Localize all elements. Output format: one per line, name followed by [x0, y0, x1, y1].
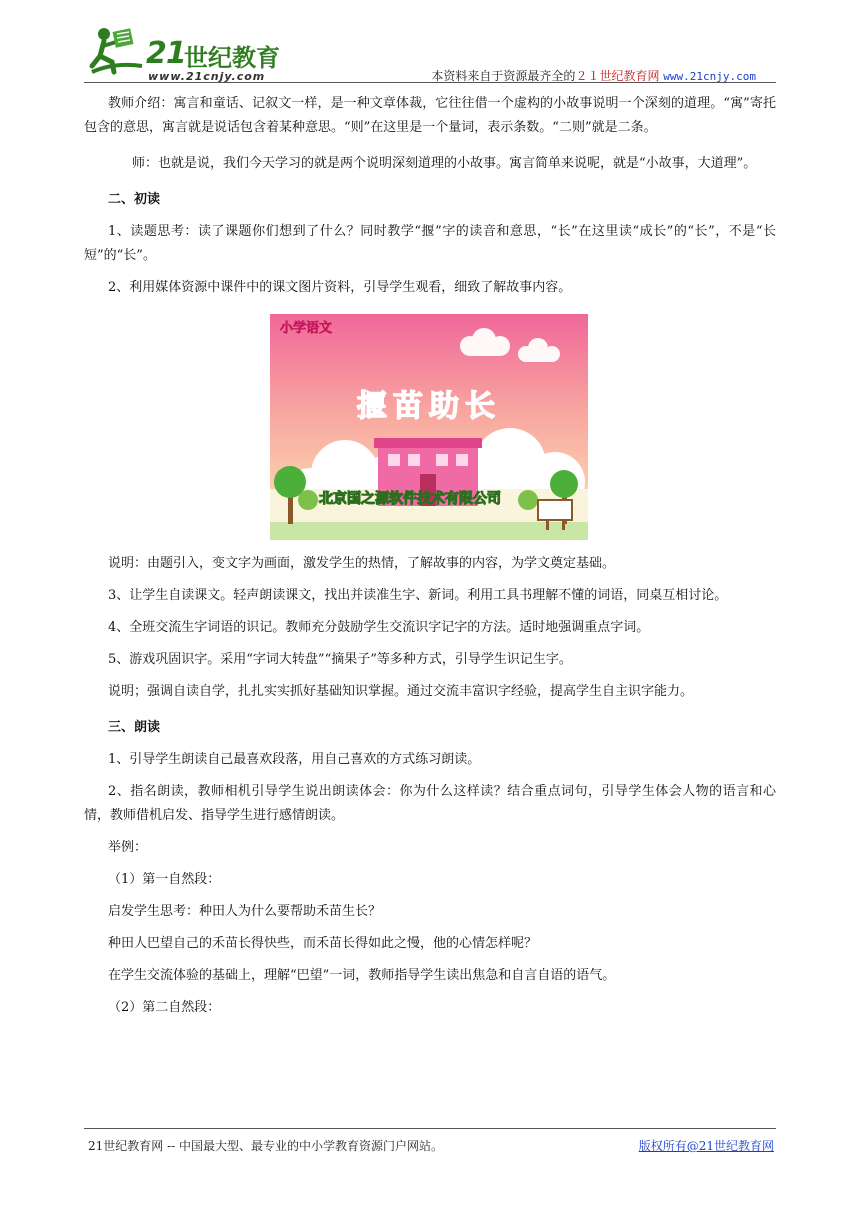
- header-note-url[interactable]: www.21cnjy.com: [663, 70, 756, 83]
- runner-logo-icon: [84, 22, 146, 80]
- list-item: 4、全班交流生字词语的识记。教师充分鼓励学生交流识字记字的方法。适时地强调重点字词。: [108, 620, 650, 635]
- note-paragraph: 说明；强调自读自学，扎扎实实抓好基础知识掌握。通过交流丰富识字经验，提高学生自主识字能力。: [108, 684, 694, 699]
- list-item: 种田人巴望自己的禾苗长得快些，而禾苗长得如此之慢，他的心情怎样呢？: [108, 936, 538, 951]
- section-heading-reading-aloud: 三、朗读: [108, 720, 161, 735]
- footer-copyright-link[interactable]: 版权所有@21世纪教育网: [638, 1139, 774, 1153]
- footer-site-description: 21世纪教育网 -- 中国最大型、最专业的中小学教育资源门户网站。: [88, 1139, 444, 1153]
- note-paragraph: 说明：由题引入，变文字为画面，激发学生的热情，了解故事的内容，为学文奠定基础。: [108, 556, 616, 571]
- cover-title: 揠苗助长: [357, 389, 501, 424]
- cover-illustration: [270, 314, 588, 540]
- logo-text: 世纪教育: [184, 44, 280, 72]
- corner-label: 小学语文: [280, 321, 333, 336]
- cover-company: 北京国之源软件技术有限公司: [319, 491, 501, 507]
- footer-divider: [84, 1128, 776, 1129]
- list-item: 5、游戏巩固识字。采用“字词大转盘”“摘果子”等多种方式，引导学生识记生字。: [108, 652, 572, 667]
- paragraph-label: （1）第一自然段：: [108, 872, 221, 887]
- site-logo[interactable]: [84, 22, 284, 82]
- list-item: 1、引导学生朗读自己最喜欢段落，用自己喜欢的方式练习朗读。: [108, 752, 481, 767]
- paragraph-label: （2）第二自然段：: [108, 1000, 221, 1015]
- section-heading-first-reading: 二、初读: [108, 192, 161, 207]
- header-note-prefix: 本资料来自于资源最齐全的: [431, 69, 576, 83]
- list-item: 2、指名朗读，教师相机引导学生说出朗读体会：你为什么这样读？结合重点词句，引导学生体会人物的语言和心情，教师借机启发、指导学生进行感情朗读。: [84, 784, 776, 823]
- header-divider: [84, 82, 776, 83]
- document-body: [84, 92, 776, 1020]
- intro-paragraph-1: 教师介绍：寓言和童话、记叙文一样，是一种文章体裁，它往往借一个虚构的小故事说明一个深刻的道理。“寓”寄托包含的意思，寓言就是说话包含着某种意思。“则”在这里是一个量词，表示条数。“二则”就是二条。: [84, 96, 776, 135]
- logo-number: 21: [146, 36, 186, 71]
- list-item: 2、利用媒体资源中课件中的课文图片资料，引导学生观看，细致了解故事内容。: [108, 280, 572, 295]
- page-header: [0, 0, 860, 86]
- list-item: 在学生交流体验的基础上，理解“巴望”一词，教师指导学生读出焦急和自言自语的语气。: [108, 968, 616, 983]
- logo-url: www.21cnjy.com: [148, 70, 266, 83]
- lesson-cover-image: [270, 314, 588, 540]
- intro-paragraph-2: 师：也就是说，我们今天学习的就是两个说明深刻道理的小故事。寓言简单来说呢，就是“小故事，大道理”。: [132, 156, 757, 171]
- list-item: 1、读题思考：读了课题你们想到了什么？同时教学“揠”字的读音和意思，“长”在这里读“成长”的“长”，不是“长短”的“长”。: [84, 224, 776, 263]
- example-label: 举例：: [108, 840, 148, 855]
- header-note-highlight: ２１世纪教育网: [575, 69, 660, 83]
- list-item: 3、让学生自读课文。轻声朗读课文，找出并读准生字、新词。利用工具书理解不懂的词语，同桌互相讨论。: [108, 588, 728, 603]
- list-item: 启发学生思考：种田人为什么要帮助禾苗生长？: [108, 904, 382, 919]
